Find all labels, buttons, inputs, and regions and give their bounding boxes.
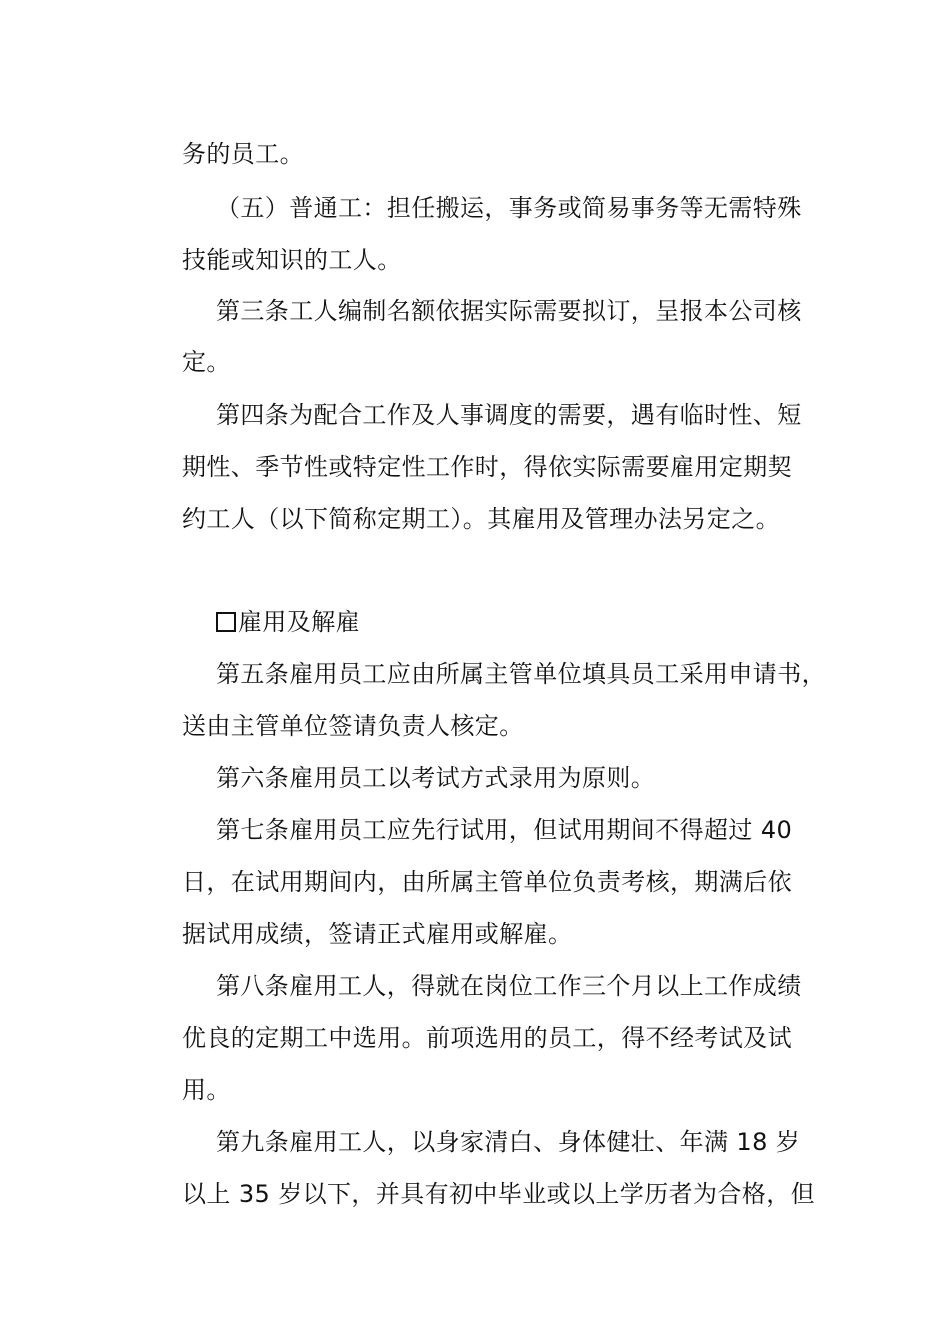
paragraph-line: 技能或知识的工人。 <box>182 246 402 274</box>
paragraph-line: 优良的定期工中选用。前项选用的员工，得不经考试及试 <box>182 1024 792 1052</box>
checkbox-square-icon <box>216 612 236 632</box>
paragraph-line: 务的员工。 <box>182 140 304 168</box>
paragraph-line: 用。 <box>182 1076 231 1104</box>
paragraph-line: 第四条为配合工作及人事调度的需要，遇有临时性、短 <box>216 401 802 429</box>
paragraph-line: 第七条雇用员工应先行试用，但试用期间不得超过 40 <box>216 816 793 844</box>
paragraph-line: 送由主管单位签请负责人核定。 <box>182 712 524 740</box>
paragraph-line: 第九条雇用工人，以身家清白、身体健壮、年满 18 岁 <box>216 1128 801 1156</box>
paragraph-line: 第八条雇用工人，得就在岗位工作三个月以上工作成绩 <box>216 972 802 1000</box>
paragraph-line: 第三条工人编制名额依据实际需要拟订，呈报本公司核 <box>216 297 802 325</box>
section-heading <box>216 607 876 637</box>
paragraph-line: 第五条雇用员工应由所属主管单位填具员工采用申请书， <box>216 660 826 688</box>
paragraph-line: 以上 35 岁以下，并具有初中毕业或以上学历者为合格，但 <box>182 1180 815 1208</box>
section-heading-text: 雇用及解雇 <box>238 608 360 636</box>
paragraph-line: 第六条雇用员工以考试方式录用为原则。 <box>216 764 656 792</box>
paragraph-line: （五）普通工：担任搬运，事务或简易事务等无需特殊 <box>216 194 802 222</box>
paragraph-line: 定。 <box>182 348 231 376</box>
paragraph-line: 约工人（以下简称定期工）。其雇用及管理办法另定之。 <box>182 505 780 533</box>
paragraph-line: 日，在试用期间内，由所属主管单位负责考核，期满后依 <box>182 868 792 896</box>
paragraph-line: 期性、季节性或特定性工作时，得依实际需要雇用定期契 <box>182 453 792 481</box>
paragraph-line: 据试用成绩，签请正式雇用或解雇。 <box>182 920 573 948</box>
